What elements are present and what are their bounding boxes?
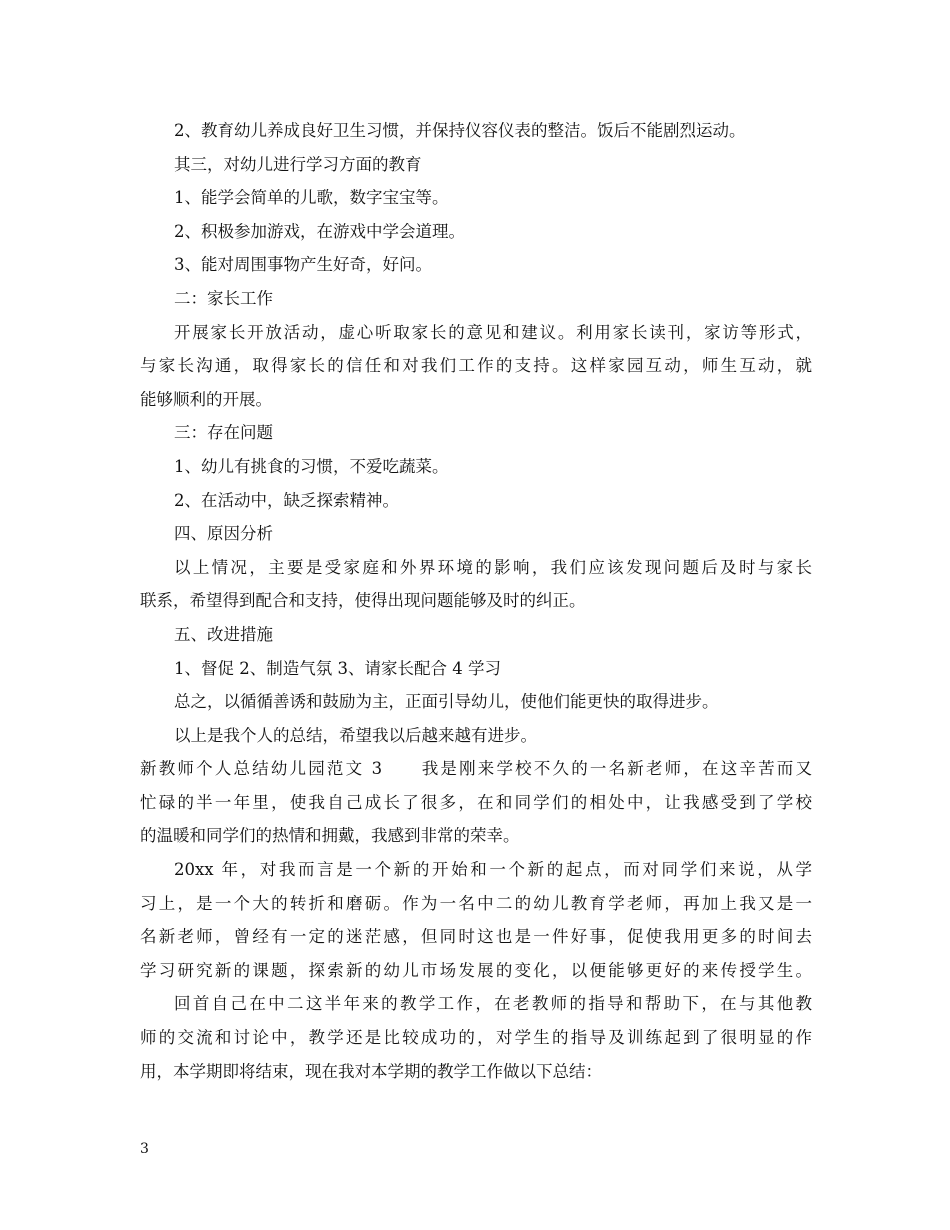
text-line: 1、能学会简单的儿歌，数字宝宝等。 [174,188,449,208]
text-line: 以上是我个人的总结，希望我以后越来越有进步。 [174,725,537,745]
text-line: 学习研究新的课题，探索新的幼儿市场发展的变化，以便能够更好的来传授学生。 [140,960,812,980]
text-line: 联系，希望得到配合和支持，使得出现问题能够及时的纠正。 [140,591,586,611]
text-line: 与家长沟通，取得家长的信任和对我们工作的支持。这样家园互动，师生互动，就 [140,356,812,376]
text-line: 3、能对周围事物产生好奇，好问。 [174,255,432,275]
text-line: 三：存在问题 [174,423,273,443]
text-line: 用，本学期即将结束，现在我对本学期的教学工作做以下总结： [140,1061,602,1081]
text-line: 2、在活动中，缺乏探索精神。 [174,490,399,510]
text-line: 能够顺利的开展。 [140,389,272,409]
text-line: 新教师个人总结幼儿园范文 3 我是刚来学校不久的一名新老师，在这辛苦而又 [140,759,812,779]
text-line: 师的交流和讨论中，教学还是比较成功的，对学生的指导及训练起到了很明显的作 [140,1028,812,1048]
text-line: 2、积极参加游戏，在游戏中学会道理。 [174,221,465,241]
text-line: 1、幼儿有挑食的习惯，不爱吃蔬菜。 [174,456,449,476]
text-line: 四、原因分析 [174,524,273,544]
document-body [140,114,812,1088]
text-line: 忙碌的半一年里，使我自己成长了很多，在和同学们的相处中，让我感受到了学校 [140,792,812,812]
text-line: 五、改进措施 [174,624,273,644]
text-line: 20xx 年，对我而言是一个新的开始和一个新的起点，而对同学们来说，从学 [174,860,812,880]
text-line: 开展家长开放活动，虚心听取家长的意见和建议。利用家长读刊，家访等形式， [174,322,812,342]
text-line: 名新老师，曾经有一定的迷茫感，但同时这也是一件好事，促使我用更多的时间去 [140,927,812,947]
text-line: 以上情况，主要是受家庭和外界环境的影响，我们应该发现问题后及时与家长 [174,557,812,577]
text-line: 1、督促 2、制造气氛 3、请家长配合 4 学习 [174,658,501,678]
text-line: 2、教育幼儿养成良好卫生习惯，并保持仪容仪表的整洁。饭后不能剧烈运动。 [174,121,746,140]
text-line: 二：家长工作 [174,288,273,308]
text-line: 总之，以循循善诱和鼓励为主，正面引导幼儿，使他们能更快的取得进步。 [174,692,719,712]
text-line: 其三，对幼儿进行学习方面的教育 [174,154,422,174]
text-line: 回首自己在中二这半年来的教学工作，在老教师的指导和帮助下，在与其他教 [174,994,812,1014]
text-line: 的温暖和同学们的热情和拥戴，我感到非常的荣幸。 [140,826,520,846]
text-line: 习上，是一个大的转折和磨砺。作为一名中二的幼儿教育学老师，再加上我又是一 [140,893,812,913]
page-number: 3 [140,1141,149,1157]
